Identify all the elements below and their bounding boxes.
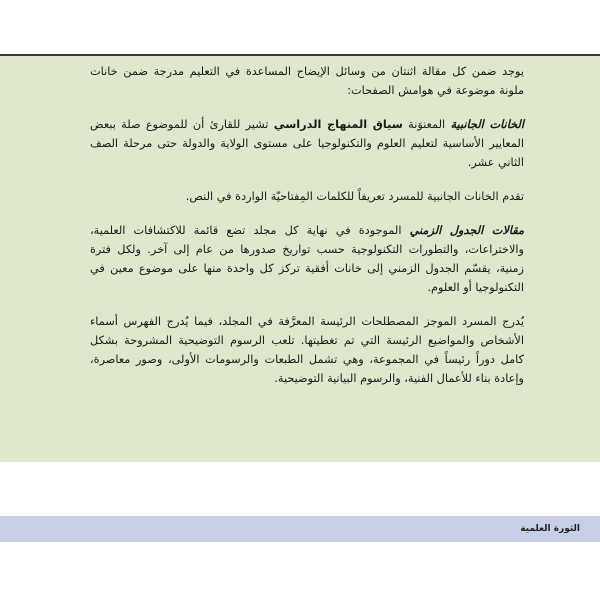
intro-paragraph: يوجد ضمن كل مقالة اثنتان من وسائل الإيضاح المساعدة في التعليم مدرجة ضمن خانات ملونة موضوعة في هوامش الصفحات: bbox=[90, 65, 524, 97]
timeline-paragraph bbox=[90, 221, 524, 297]
glossary-sidebar-paragraph: تقدم الخانات الجانبية للمسرد تعريفاً للكلمات المِفتاحيّة الواردة في النص. bbox=[185, 190, 524, 203]
footer-bar bbox=[0, 516, 600, 542]
sidebars-term: الخانات الجانبية bbox=[450, 118, 525, 131]
timeline-text: الموجودة في نهاية كل مجلد تضع قائمة للاكتشافات العلمية، والاختراعات، والتطورات التكنولوجية حسب تواريخ صدورها من عام إلى آخر. ولكل فترة زمنية، يقسّم الجدول الزمني إلى خانات أفقية تركز كل واحدة منها على موضوع معين في التكنولوجيا أو العلوم. bbox=[90, 224, 524, 294]
footer-section-title: الثورة العلمية bbox=[520, 524, 580, 534]
curriculum-context-term: سياق المنهاج الدراسي bbox=[273, 118, 403, 131]
info-panel bbox=[0, 56, 600, 462]
timeline-term: مقالات الجدول الزمني bbox=[409, 224, 525, 237]
glossary-index-paragraph: يُدرج المسرد الموجز المصطلحات الرئيسة المعرَّفة في المجلد، فيما يُدرج الفهرس أسماء الأشخاص والمواضيع الرئيسة التي تم تغطيتها. تلعب الرسوم التوضيحية المشروحة بشكل كامل دوراً رئيساً في المجموعة، وهي تشمل الطبعات والرسومات الأولى، وصور معاصرة، وإعادة بناء للأعمال الفنية، والرسوم البيانية التوضيحية. bbox=[90, 315, 524, 385]
sidebars-text-b: تشير للقارئ أن للموضوع صلة ببعض المعايير الأساسية لتعليم العلوم والتكنولوجيا على مستوى الولاية والدولة حتى مرحلة الصف الثاني عشر. bbox=[90, 118, 524, 169]
sidebars-text-a: المعنوَنة bbox=[402, 118, 451, 131]
sidebar-curriculum-paragraph bbox=[90, 115, 524, 172]
